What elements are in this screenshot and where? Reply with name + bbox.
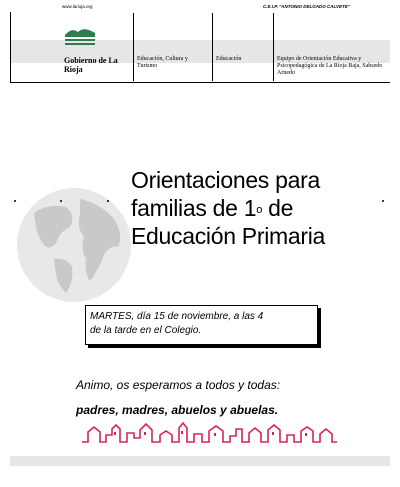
greeting-text: Animo, os esperamos a todos y todas: (76, 378, 281, 392)
title-ordinal: o (256, 204, 263, 216)
title-line-2 (131, 194, 325, 222)
title-line-1: Orientaciones para (131, 167, 320, 193)
main-title (131, 166, 325, 250)
audience-text: padres, madres, abuelos y abuelas. (76, 403, 279, 417)
decorative-dot (14, 200, 16, 202)
footer-band (10, 456, 390, 466)
school-name: C.E.I.P. "ANTONIO DELGADO CALVETE" (263, 4, 350, 9)
decorative-dot (60, 200, 62, 202)
gobierno-rioja-logo (64, 23, 96, 47)
header-divider (212, 13, 213, 81)
team-name: Equipo de Orientación Educativa y Psicopedagógica de La Rioja Baja, Sabsedo Arnedo (277, 56, 383, 76)
website-url[interactable]: www.larioja.org (62, 4, 93, 9)
government-name: Gobierno de La Rioja (64, 56, 118, 74)
event-line-1: MARTES, día 15 de noviembre, a las 4 (90, 311, 264, 322)
title-line-2-suffix: de (262, 195, 294, 221)
title-line-3: Educación Primaria (131, 223, 326, 249)
event-text (90, 310, 263, 338)
header-left-rule (10, 12, 11, 82)
event-line-2: de la tarde en el Colegio. (90, 325, 202, 336)
village-skyline-icon (82, 418, 337, 444)
event-box (85, 305, 318, 345)
header-divider (273, 13, 274, 81)
department-name: Educación, Cultura y Turismo (137, 56, 188, 69)
header-divider (133, 13, 134, 81)
globe-icon (14, 185, 134, 305)
section-name: Educación (216, 56, 242, 62)
decorative-dot (107, 200, 109, 202)
title-line-2-prefix: familias de 1 (131, 195, 257, 221)
decorative-dot (382, 200, 384, 202)
